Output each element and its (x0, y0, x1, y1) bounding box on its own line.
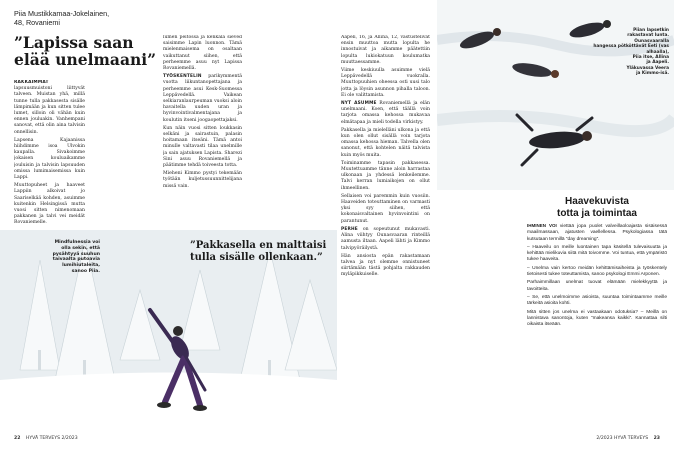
article-col-1 (14, 80, 85, 240)
paragraph: – Haaveilu on meille luontainen tapa käsitellä tulevaisuutta ja kehittää mielikuvia siitä mitä toivomme. Voi tuntua, että ympäristö tukee haaveita. (527, 244, 667, 263)
photo-caption: Mindfulnessia voi olla sekin, että pysähtyyä suuhun taivaalta putoavia lumihiutaleita, sanoo Piia. (52, 240, 100, 274)
byline: Piia Mustikkamaa-Jokelainen, 48, Rovaniemi (14, 9, 110, 27)
paragraph: Mitä sitten jos unelma ei vastaakaan odotuksia? – Meillä on lannistava sanontoja, kuten ”makeansa kaikki”. Kannattaa silti oikaista itseään. (527, 309, 667, 328)
paragraph: TYÖSKENTELIN parikymmentä vuotta liikuntanopettajana ja perheemme asui Kesk-Suomessa Leppävedellä. Vaikean selkiaranlaurpeuman vuoksi aloin havaitella uuden uran ja hyvinvointivalmentajana ja koulutin itseni joogaopettajaksi. (163, 74, 242, 123)
paragraph: Mieheni Kimmo pystyi tekemään työtään kuljetussuunnittelijana missä vain. (163, 171, 242, 189)
photo-caption: Piian lapsetkin rakastavat lunta. Ounasvaaralla hangessa pötköttävät Eeti (vas alhaalla), Piia itse, Allina ja Aapeli. Yläkuvassa Veera ja Kimmo-isä. (593, 28, 669, 77)
paragraph: – Unelma vain kertoo meidän kehittämisaiheista ja työskentely tietoisesti tukee toteuttamista, sanoo psykologi Emmi Arponen. (527, 265, 667, 278)
paragraph: – Se, että unelmoimme asioista, suuntaa toimintaamme meille tärkeitä asioita kohti. (527, 294, 667, 307)
paragraph: RAKKAIMMAT lapsuusmuistoni liittyvät talveen. Muistan yhä, millä tunne tulla pakkasesta sisälle lämpimään ja kun sitten tulee lumet, silloin oli vähän kuin ennen jouluakin. Vanhempani sanovat, että olin aina talvisin onnellisin. (14, 80, 85, 135)
paragraph: Hän ansiosta epän rakastamaan talvea ja nyt olemme onnistuneet siirtämään tästä pohjalta rakkauden myläpikkuiselle. (341, 253, 430, 278)
article-col-2 (163, 35, 242, 240)
folio-right: 2/2023 HYVÄ TERVEYS 23 (596, 436, 660, 441)
paragraph: Pakkasella ja mielelläni ulkona ja että kun olen ollut sisällä voin tarjota omassa kehossa hieman. Talvella olen sanonut, että kohtelen näitä talvista kuin myös muita. (341, 127, 430, 158)
folio-left: 22 HYVÄ TERVEYS 2/2023 (14, 436, 78, 441)
pull-quote: ”Pakkasella en malttaisi tulla sisälle ollenkaan.” (190, 240, 327, 263)
paragraph: lumen peitossa ja kenkälä sieved saisimme Lapin luonnon. Tämä mielenmaisema on osaltaan vaikuttanut siihen, että perheemme asuu nyt Lapissa Rovaniemellä. (163, 35, 242, 72)
paragraph: PERHE on sopeutunut mukavasti. Alina viihtyy Ounasvaaran rinteillä aamusta iltaan. Aapeli lähti ja Kimmo talvipyöräilystä. (341, 226, 430, 251)
snow-angels-photo (437, 0, 674, 190)
paragraph: Lapsena Kajaanissa hiihdimme isoa Ulvokin kaupalla. Sivakoimme jokaisen kouluaikamme jouluisin ja talvisin lapsuuden omissa lumimaisemissa kuin Lappi. (14, 137, 85, 181)
paragraph: Toiminamme tapasin pakkasessa. Muutettuamme tänne aloin harrastaa ulkonaan ja yhdessä lenkeilemme. Talvi kerran lumiaikojen on ollut ihmeellinen. (341, 160, 430, 191)
sidebar-title: Haavekuvista totta ja toimintaa (556, 196, 637, 219)
paragraph: IHMINEN VOI viettää jopa puolet valveillaoloajasta sisäisessä maailmassaan, ajatusten vaellellessa. Psykologiassa tätä kutsutaan termillä ”day dreaming”. (527, 223, 667, 242)
paragraph: Viime keskiuulla asuimme vielä Leppävedellä vuokralla. Muuttopuuhien oheessa osti uusi talo jotta ja löysin asunnon pihalla taloon. Ei ole valittamista. (341, 68, 430, 98)
article-col-3 (341, 35, 430, 430)
paragraph: NYT ASUMME Rovaniemellä ja elän unelmaani. Koen, että täällä voin tarjota omassa kehossa mukavaa elmätapaa ja mieli todella virkistyy. (341, 101, 430, 125)
right-page (337, 0, 674, 450)
paragraph: Aapeli, 16, ja Allina, 12, vastustelivat ensin muuttoa mutta lopulta he innostuivat ja aikamme päätettiin lopulta lukiokatuun koulumatka muuttaessamme. (341, 35, 430, 65)
paragraph: Sellaisen voi paremmin kuin vuosiin. Haaveiden toteuttaminen on varmasti yksi syy siihen, että kokonaisvaltainen hyvinvointini on parantunut. (341, 193, 430, 224)
sidebar-box (527, 196, 667, 428)
paragraph: Kun näin vuosi sitten loukkasin selkäni ja sairastuin, palasin hoitamaan itseäni. Tämä antoi minulle valtavasti tilaa unelmille ja sain ajatuksen Lapista. Sharezi Sini asuu Rovaniemellä ja päätimme tehdä toiveesta totta. (163, 125, 242, 169)
yoga-photo (0, 230, 337, 430)
paragraph: Muuttopuheet ja haaveet Lappiin alkoivat jo Saariselkää kohden, asuimme kuitenkin Helsingissä mutta vuosi sitten nimenomaan pakkanen ja talvi vei meidät Rovaniemelle. (14, 183, 85, 226)
headline: ”Lapissa saan elää unelmaani” (14, 33, 157, 69)
sidebar-body (527, 223, 667, 328)
paragraph: Parhaimmillaan unelmat tuovat elämään mielekkyyttä ja tavoitteita. (527, 280, 667, 292)
